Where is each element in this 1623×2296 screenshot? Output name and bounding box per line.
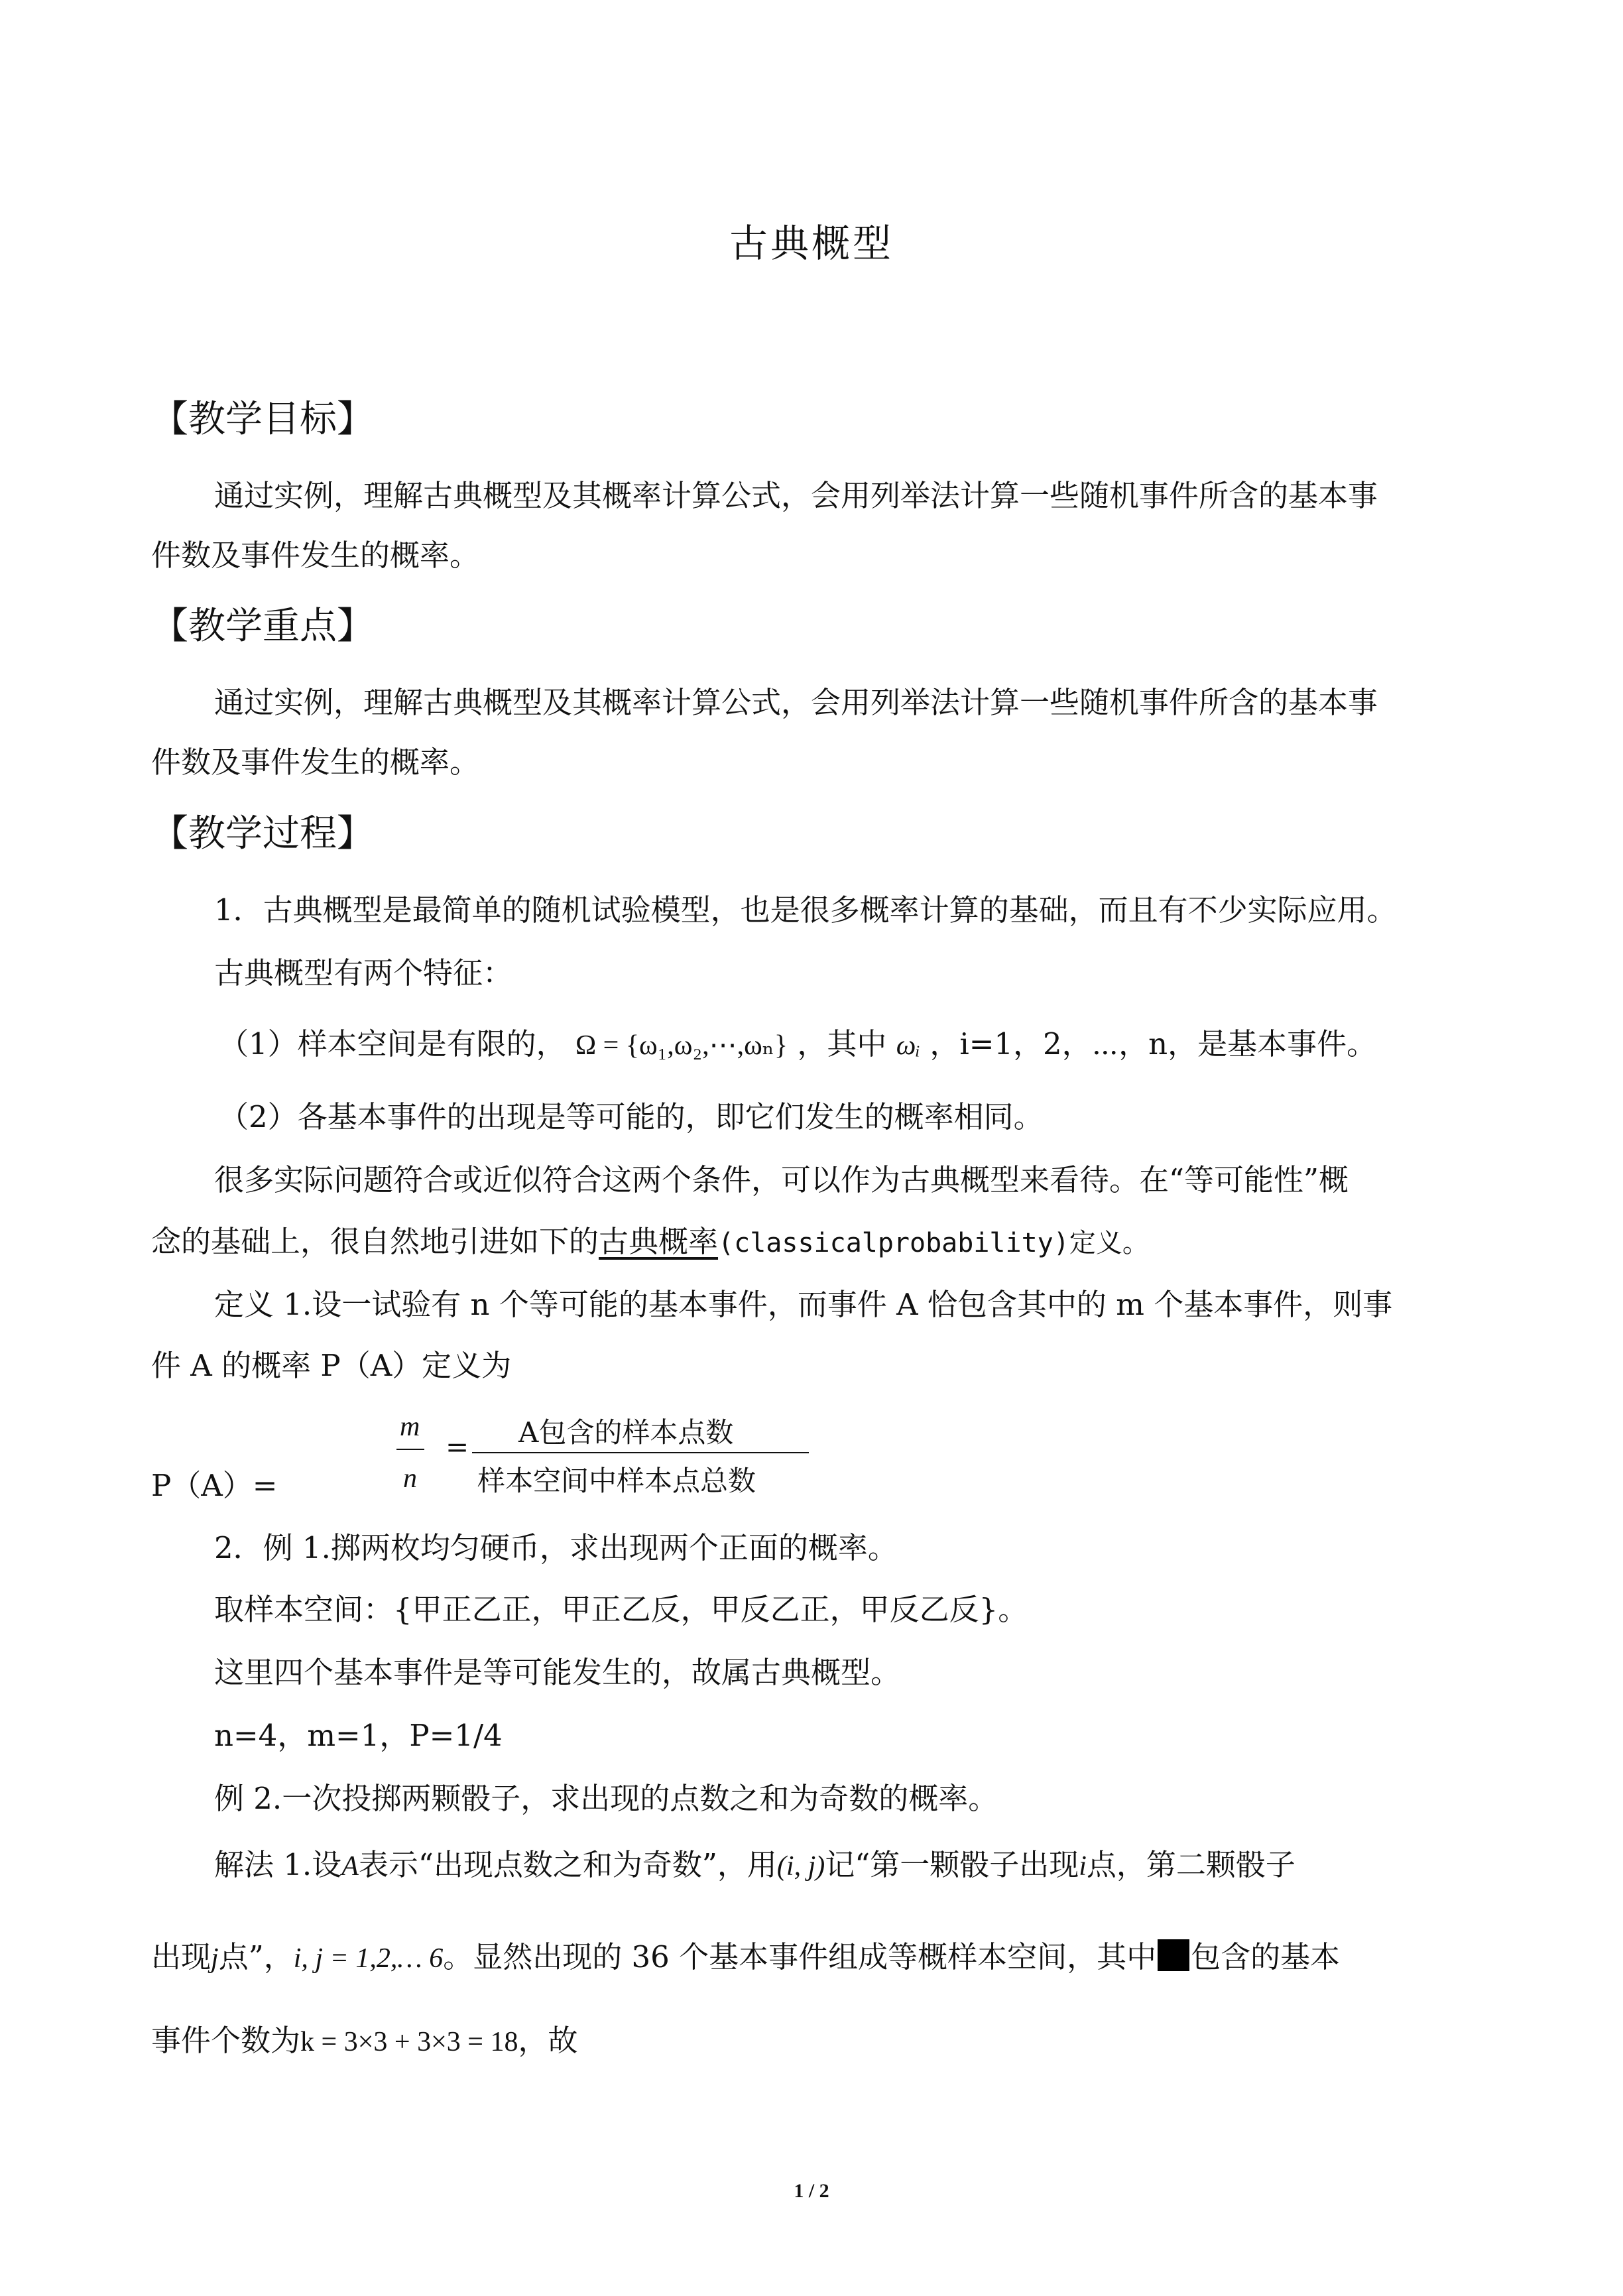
- heading-teaching-goal: 【教学目标】: [151, 398, 374, 441]
- heading-teaching-process: 【教学过程】: [151, 812, 374, 855]
- solution2-text-a: 出现: [151, 1939, 211, 1974]
- j-symbol: j: [211, 1943, 219, 1974]
- solution-line2: [151, 1939, 1340, 1972]
- formula-fraction-line-right: [472, 1452, 809, 1453]
- paragraph-3-prefix: 念的基础上，很自然地引进如下的: [151, 1224, 599, 1259]
- process-paragraph-3-line1: 很多实际问题符合或近似符合这两个条件，可以作为古典概型来看待。在“等可能性”概: [214, 1162, 1349, 1197]
- formula-equals: =: [446, 1431, 469, 1463]
- solution3-text-a: 事件个数为: [151, 2023, 301, 2058]
- feature-1-middle: ，其中: [797, 1026, 887, 1061]
- key-paragraph-line2: 件数及事件发生的概率。: [151, 745, 480, 780]
- page-title: 古典概型: [729, 221, 894, 266]
- omega-i-symbol: ωᵢ: [896, 1030, 921, 1061]
- example-1-sample-space: 取样本空间：{甲正乙正，甲正乙反，甲反乙正，甲反乙反}。: [214, 1592, 1028, 1627]
- goal-paragraph-line2: 件数及事件发生的概率。: [151, 538, 480, 573]
- definition-line2: 件 A 的概率 P（A）定义为: [151, 1348, 512, 1383]
- process-paragraph-3-line2: [151, 1224, 1149, 1259]
- i-symbol: i: [1079, 1851, 1087, 1882]
- feature-1-prefix: （1）样本空间是有限的，: [219, 1026, 566, 1061]
- classical-probability-term: 古典概率: [599, 1224, 719, 1259]
- example-1: 2．例 1.掷两枚均匀硬币，求出现两个正面的概率。: [214, 1530, 898, 1565]
- black-box-glyph: [1158, 1939, 1189, 1971]
- solution-label: 解法 1.设: [214, 1847, 342, 1882]
- solution-line3: [151, 2025, 577, 2056]
- example-1-result: n=4，m=1，P=1/4: [214, 1718, 503, 1753]
- example-1-note: 这里四个基本事件是等可能发生的，故属古典概型。: [214, 1655, 901, 1690]
- heading-teaching-key: 【教学重点】: [151, 605, 374, 648]
- formula-fraction-line-left: [396, 1449, 424, 1450]
- k-formula: k = 3×3 + 3×3 = 18: [300, 2027, 518, 2057]
- process-paragraph-1: 1．古典概型是最简单的随机试验模型，也是很多概率计算的基础，而且有不少实际应用。: [214, 892, 1397, 928]
- formula-n: n: [403, 1463, 417, 1494]
- key-paragraph-line1: 通过实例，理解古典概型及其概率计算公式，会用列举法计算一些随机事件所含的基本事: [214, 685, 1378, 720]
- solution-line1: [214, 1847, 1295, 1882]
- formula-denominator: 样本空间中样本点总数: [477, 1465, 756, 1497]
- solution3-text-b: ，故: [518, 2023, 578, 2058]
- feature-2: （2）各基本事件的出现是等可能的，即它们发生的概率相同。: [219, 1099, 1044, 1134]
- example-2: 例 2.一次投掷两颗骰子，求出现的点数之和为奇数的概率。: [214, 1781, 998, 1816]
- formula-numerator: A包含的样本点数: [518, 1416, 734, 1449]
- goal-paragraph-line1: 通过实例，理解古典概型及其概率计算公式，会用列举法计算一些随机事件所含的基本事: [214, 478, 1378, 513]
- solution-text-d: 点，第二颗骰子: [1086, 1847, 1295, 1882]
- solution-text-c: 记“第一颗骰子出现: [825, 1847, 1079, 1882]
- solution2-text-c: 。显然出现的 36 个基本事件组成等概样本空间，其中: [443, 1939, 1157, 1974]
- sample-space-formula: Ω = {ω₁,ω₂,⋯,ωₙ}: [575, 1030, 788, 1061]
- paragraph-3-suffix: (classicalprobability)定义。: [718, 1228, 1149, 1258]
- feature-1-suffix: ，i=1，2，⋯，n，是基本事件。: [930, 1026, 1377, 1061]
- solution2-text-b: 点”，: [218, 1939, 294, 1974]
- formula-lhs: P（A）=: [151, 1468, 278, 1503]
- process-paragraph-2: 古典概型有两个特征：: [214, 955, 513, 991]
- formula-m: m: [400, 1412, 420, 1442]
- event-A-symbol: A: [341, 1851, 359, 1882]
- pair-ij-symbol: (i, j): [776, 1851, 825, 1882]
- solution-text-b: 表示“出现点数之和为奇数”，用: [358, 1847, 777, 1882]
- ij-range-formula: i, j = 1,2,… 6: [293, 1943, 444, 1974]
- solution2-text-d: 包含的基本: [1191, 1939, 1341, 1974]
- page-number: 1 / 2: [794, 2180, 829, 2202]
- definition-line1: 定义 1.设一试验有 n 个等可能的基本事件，而事件 A 恰包含其中的 m 个基本事件，则事: [214, 1287, 1393, 1322]
- feature-1: [219, 1026, 1377, 1061]
